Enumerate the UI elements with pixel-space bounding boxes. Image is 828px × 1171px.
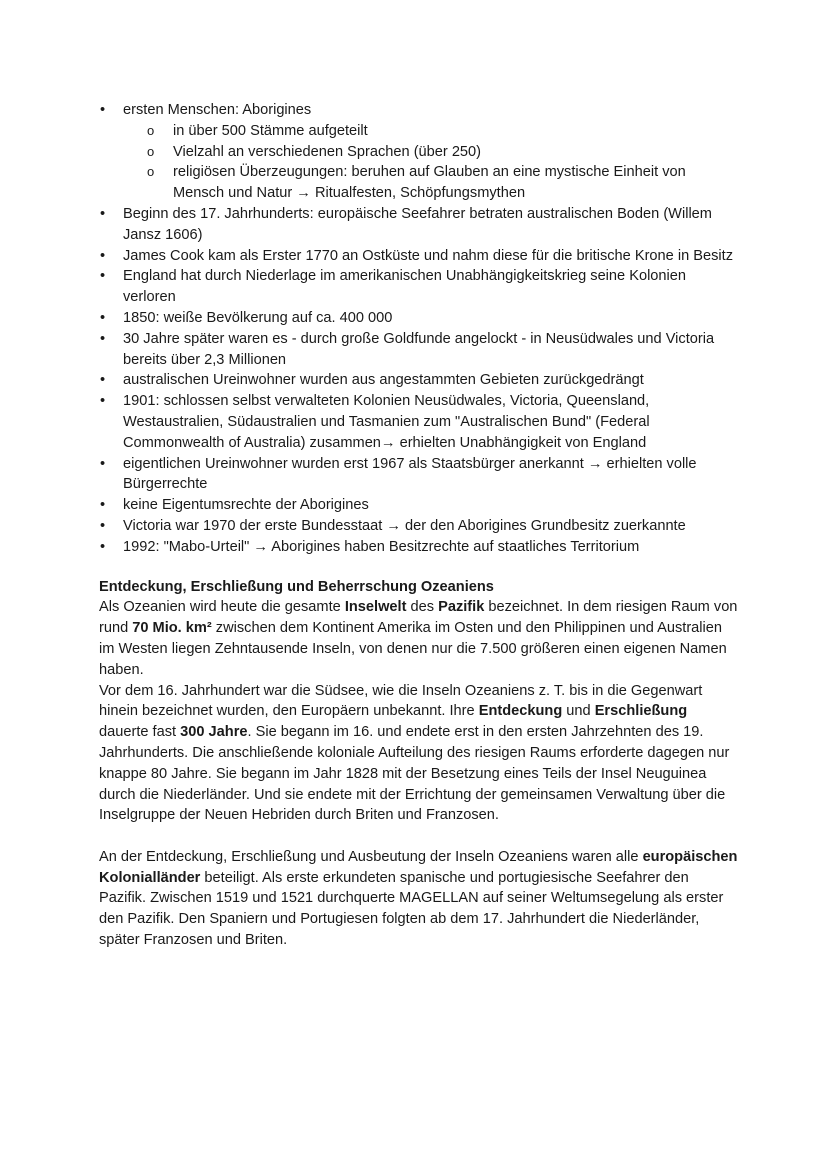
list-item [99,537,739,558]
bullet-icon: • [100,268,106,285]
list-item-text: Beginn des 17. Jahrhunderts: europäische Seefahrer betraten australischen Boden (Willem Jansz 1606) [123,205,712,243]
text-run: Als Ozeanien wird heute die gesamte [99,599,345,616]
bullet-icon: • [100,247,106,264]
list-item-text: 30 Jahre später waren es - durch große Goldfunde angelockt - in Neusüdwales und Victoria bereits über 2,3 Millionen [123,330,715,368]
list-item-text: 1850: weiße Bevölkerung auf ca. 400 000 [123,309,393,326]
bold-text-run: Erschließung [594,703,688,720]
list-item-text: 1992: "Mabo-Urteil" → Aborigines haben Besitzrechte auf staatliches Territorium [123,538,640,555]
bullet-icon: • [100,517,106,534]
text-run: des [406,599,439,616]
section-heading: Entdeckung, Erschließung und Beherrschung Ozeaniens [99,578,494,595]
sub-list-item [123,142,739,163]
sub-list-item-text: in über 500 Stämme aufgeteilt [173,122,368,139]
circle-bullet-icon: o [147,164,155,180]
list-item [99,370,739,391]
list-item [99,329,739,371]
bold-text-run: europäischen Kolonialländer [99,848,738,886]
bullet-icon: • [100,393,106,410]
text-run: bezeichnet. In dem riesigen Raum von rund [99,599,738,637]
bullet-icon: • [100,372,106,389]
list-item [99,204,739,246]
text-run: . Sie begann im 16. und endete erst in den ersten Jahrzehnten des 19. Jahrhunderts. Die anschließende koloniale Aufteilung des riesigen Raums erforderte dagegen nur knappe 80 Jahre. Sie begann im Jahr 1828 mit der Besetzung eines Teils der Insel Neuguinea durch die Niederländer. Und sie endete mit der Errichtung der gemeinsamen Verwaltung über die Inselgruppe der Neuen Hebriden durch Briten und Franzosen. [99,724,730,824]
text-run: zwischen dem Kontinent Amerika im Osten und den Philippinen und Australien im Westen liegen Zehntausende Inseln, von denen nur die 7.500 größeren einen eigenen Namen haben. [99,620,727,678]
paragraph-colonial-powers [99,847,739,951]
bold-text-run: 70 Mio. km² [132,620,212,637]
bullet-list [99,100,739,558]
sub-list-item [123,121,739,142]
text-run: An der Entdeckung, Erschließung und Ausbeutung der Inseln Ozeaniens waren alle [99,848,643,865]
list-item-text: 1901: schlossen selbst verwalteten Kolonien Neusüdwales, Victoria, Queensland, Westaustralien, Südaustralien und Tasmanien zum "Australischen Bund" (Federal Commonwealth of Australia) zusammen→ erhielten Unabhängigkeit von England [123,393,650,451]
bold-text-run: Inselwelt [344,599,407,616]
list-item [99,516,739,537]
sub-list-item [123,162,739,204]
list-item [99,100,739,204]
bullet-icon: • [100,102,106,118]
circle-bullet-icon: o [147,143,155,159]
list-item-text: ersten Menschen: Aborigines [123,102,312,118]
circle-bullet-icon: o [147,122,155,138]
text-run: beteiligt. Als erste erkundeten spanische und portugiesische Seefahrer den Pazifik. Zwischen 1519 und 1521 durchquerte MAGELLAN auf seiner Weltumsegelung als erster den Pazifik. Den Spaniern und Portugiesen folgten ab dem 17. Jahrhundert die Niederländer, später Franzosen und Briten. [99,869,724,949]
bold-text-run: 300 Jahre [180,724,248,741]
bullet-icon: • [100,330,106,347]
list-item [99,391,739,453]
document-content [99,100,739,951]
text-run: und [562,703,595,720]
list-item-text: australischen Ureinwohner wurden aus angestammten Gebieten zurückgedrängt [123,372,644,389]
text-run: dauerte fast [99,724,181,741]
bullet-icon: • [100,538,106,555]
list-item-text: England hat durch Niederlage im amerikanischen Unabhängigkeitskrieg seine Kolonien verloren [123,268,687,306]
list-item [99,246,739,267]
bold-text-run: Entdeckung [478,703,563,720]
list-item-text: keine Eigentumsrechte der Aborigines [123,497,369,514]
bullet-icon: • [100,205,106,222]
paragraph-oceania-definition [99,597,739,680]
sub-list-item-text: religiösen Überzeugungen: beruhen auf Glauben an eine mystische Einheit von Mensch und Natur → Ritualfesten, Schöpfungsmythen [173,164,686,202]
text-run: Vor dem 16. Jahrhundert war die Südsee, wie die Inseln Ozeaniens z. T. bis in die Gegenwart hinein bezeichnet wurden, den Europäern unbekannt. Ihre [99,682,703,720]
list-item [99,308,739,329]
bold-text-run: Pazifik [438,599,485,616]
list-item-text: James Cook kam als Erster 1770 an Ostküste und nahm diese für die britische Krone in Besitz [123,247,733,264]
list-item [99,495,739,516]
bullet-icon: • [100,455,106,472]
paragraph-discovery-history [99,681,739,827]
list-item [99,266,739,308]
list-item-text: Victoria war 1970 der erste Bundesstaat → der den Aborigines Grundbesitz zuerkannte [123,517,686,534]
sub-list [123,121,739,204]
list-item [99,454,739,496]
bullet-icon: • [100,309,106,326]
list-item-text: eigentlichen Ureinwohner wurden erst 1967 als Staatsbürger anerkannt → erhielten volle Bürgerrechte [123,455,697,493]
bullet-icon: • [100,497,106,514]
sub-list-item-text: Vielzahl an verschiedenen Sprachen (über 250) [173,143,482,160]
